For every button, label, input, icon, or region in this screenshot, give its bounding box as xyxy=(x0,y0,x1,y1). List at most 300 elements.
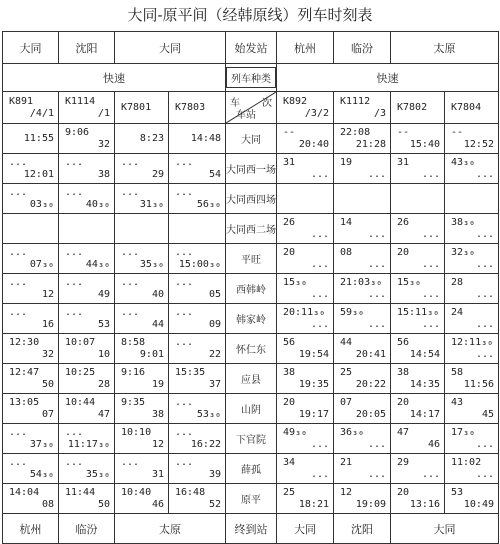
time-upper: 9:06 xyxy=(65,126,90,138)
time-lower: ... xyxy=(475,438,494,450)
time-lower: 22 xyxy=(208,348,221,360)
timetable xyxy=(2,31,499,544)
time-upper: 12:30 xyxy=(9,336,40,348)
time-lower: ... xyxy=(367,438,386,450)
time-lower: 07 xyxy=(41,408,54,420)
time-upper: ... xyxy=(175,426,194,438)
time-cell xyxy=(3,124,59,154)
type-label-text: 列车种类 xyxy=(226,67,276,88)
time-cell xyxy=(115,484,169,514)
time-upper: 20 xyxy=(283,396,296,408)
time-lower: 54₃₀ xyxy=(29,468,54,480)
time-upper: 38₃₀ xyxy=(451,216,476,228)
time-lower: 14:54 xyxy=(409,348,440,360)
origin-cell: 太原 xyxy=(391,32,499,64)
time-cell xyxy=(445,454,499,484)
time-cell xyxy=(169,364,226,394)
time-upper: ... xyxy=(175,186,194,198)
time-upper: 20:11₃₀ xyxy=(283,306,326,318)
time-cell xyxy=(334,274,391,304)
station-row xyxy=(3,334,499,364)
time-upper: 21:03₃₀ xyxy=(340,276,383,288)
time-upper: ... xyxy=(9,156,28,168)
time-upper: 12 xyxy=(340,486,353,498)
time-cell xyxy=(445,124,499,154)
time-upper: 49₃₀ xyxy=(283,426,308,438)
time-upper: ... xyxy=(121,246,140,258)
time-upper: 9:35 xyxy=(121,396,146,408)
time-lower: 07₃₀ xyxy=(29,258,54,270)
time-upper: 20 xyxy=(397,246,410,258)
time-cell xyxy=(334,484,391,514)
time-lower: 15:00₃₀ xyxy=(178,258,221,270)
time-cell xyxy=(334,454,391,484)
time-cell xyxy=(334,364,391,394)
time-cell xyxy=(169,484,226,514)
train-number-cell xyxy=(445,92,499,124)
time-cell xyxy=(277,274,334,304)
time-cell xyxy=(169,244,226,274)
time-cell xyxy=(277,214,334,244)
time-upper: ... xyxy=(121,156,140,168)
time-cell xyxy=(334,424,391,454)
train-number: K7802 xyxy=(397,101,428,113)
time-cell xyxy=(59,154,115,184)
time-cell xyxy=(445,214,499,244)
station-row xyxy=(3,244,499,274)
station-name: 韩家岭 xyxy=(226,304,277,334)
time-cell xyxy=(115,334,169,364)
time-lower: 05 xyxy=(208,288,221,300)
time-cell xyxy=(169,214,226,244)
time-lower: ... xyxy=(421,228,440,240)
time-lower: ... xyxy=(475,258,494,270)
time-lower: ... xyxy=(475,318,494,330)
time-cell xyxy=(59,214,115,244)
time-cell xyxy=(59,184,115,214)
time-lower: ... xyxy=(421,318,440,330)
time-cell xyxy=(334,394,391,424)
time-cell xyxy=(445,184,499,214)
time-cell xyxy=(115,454,169,484)
time-lower: 11:56 xyxy=(463,378,494,390)
train-number-cell xyxy=(169,92,226,124)
time-cell xyxy=(391,454,445,484)
time-upper: 31 xyxy=(397,156,410,168)
time-cell xyxy=(169,274,226,304)
time-cell xyxy=(3,154,59,184)
corner-header-cell xyxy=(226,92,277,124)
time-lower: 10:49 xyxy=(463,498,494,510)
station-name: 大同西一场 xyxy=(226,154,277,184)
destination-cell: 临汾 xyxy=(59,514,115,544)
time-lower: 46 xyxy=(427,438,440,450)
station-row xyxy=(3,304,499,334)
time-cell xyxy=(277,454,334,484)
time-cell xyxy=(3,214,59,244)
train-number-cell xyxy=(277,92,334,124)
time-cell xyxy=(277,394,334,424)
time-lower: ... xyxy=(367,318,386,330)
time-upper: 15:11₃₀ xyxy=(397,306,440,318)
station-name: 大同西四场 xyxy=(226,184,277,214)
time-upper: 14 xyxy=(340,216,353,228)
origin-cell: 大同 xyxy=(115,32,226,64)
time-lower: 49 xyxy=(97,288,110,300)
time-cell xyxy=(3,424,59,454)
station-name: 山阴 xyxy=(226,394,277,424)
time-cell xyxy=(59,334,115,364)
origin-label: 始发站 xyxy=(226,32,277,64)
type-row xyxy=(3,64,499,92)
time-upper: -- xyxy=(283,126,296,138)
time-lower: ... xyxy=(421,288,440,300)
destination-label: 终到站 xyxy=(226,514,277,544)
time-lower: 08 xyxy=(41,498,54,510)
train-number: K892 xyxy=(283,95,308,107)
time-upper: 43 xyxy=(451,396,464,408)
time-upper: ... xyxy=(175,246,194,258)
time-upper: 15:35 xyxy=(175,366,206,378)
station-name: 西韩岭 xyxy=(226,274,277,304)
train-number-suffix: /3/2 xyxy=(304,107,329,119)
time-upper: 36₃₀ xyxy=(340,426,365,438)
time-cell xyxy=(115,214,169,244)
time-upper: 20 xyxy=(397,396,410,408)
origin-cell: 沈阳 xyxy=(59,32,115,64)
time-upper: 15₃₀ xyxy=(283,276,308,288)
time-lower: 21:28 xyxy=(355,138,386,150)
time-cell xyxy=(391,184,445,214)
time-cell xyxy=(391,244,445,274)
time-cell xyxy=(115,364,169,394)
time-lower: 39 xyxy=(208,468,221,480)
time-cell xyxy=(3,274,59,304)
time-lower: 19:35 xyxy=(298,378,329,390)
time-cell xyxy=(391,124,445,154)
type-label xyxy=(226,64,277,92)
time-lower: 44₃₀ xyxy=(85,258,110,270)
time-lower: 8:23 xyxy=(139,132,164,144)
time-cell xyxy=(169,184,226,214)
train-number: K7804 xyxy=(451,101,482,113)
time-upper: 28 xyxy=(451,276,464,288)
time-cell xyxy=(277,364,334,394)
time-cell xyxy=(3,304,59,334)
time-upper: 19 xyxy=(340,156,353,168)
time-upper: 16:48 xyxy=(175,486,206,498)
time-cell xyxy=(277,304,334,334)
time-upper: ... xyxy=(121,276,140,288)
time-lower: 15:40 xyxy=(409,138,440,150)
time-lower: 18:21 xyxy=(298,498,329,510)
time-cell xyxy=(59,424,115,454)
time-lower: ... xyxy=(310,318,329,330)
time-cell xyxy=(334,184,391,214)
time-upper: 26 xyxy=(397,216,410,228)
time-upper: ... xyxy=(175,276,194,288)
time-upper: 13:05 xyxy=(9,396,40,408)
time-cell xyxy=(391,424,445,454)
time-lower: 45 xyxy=(481,408,494,420)
station-name: 原平 xyxy=(226,484,277,514)
time-lower: 10 xyxy=(97,348,110,360)
time-lower: 19:17 xyxy=(298,408,329,420)
time-upper: 17₃₀ xyxy=(451,426,476,438)
station-name: 薛孤 xyxy=(226,454,277,484)
time-cell xyxy=(445,394,499,424)
time-upper: 29 xyxy=(397,456,410,468)
time-cell xyxy=(445,274,499,304)
time-cell xyxy=(59,304,115,334)
train-number-suffix: /4/1 xyxy=(29,107,54,119)
time-upper: ... xyxy=(175,396,194,408)
time-cell xyxy=(445,304,499,334)
time-upper: ... xyxy=(65,426,84,438)
time-lower: 19 xyxy=(151,378,164,390)
station-row xyxy=(3,454,499,484)
time-cell xyxy=(3,184,59,214)
time-lower: 13:16 xyxy=(409,498,440,510)
time-cell xyxy=(391,274,445,304)
time-upper: 11:02 xyxy=(451,456,482,468)
time-upper: 47 xyxy=(397,426,410,438)
time-lower: 11:55 xyxy=(23,132,54,144)
station-name: 大同 xyxy=(226,124,277,154)
origin-row xyxy=(3,32,499,64)
time-upper: -- xyxy=(397,126,410,138)
time-lower: ... xyxy=(310,258,329,270)
time-cell xyxy=(277,484,334,514)
time-cell xyxy=(115,244,169,274)
station-name: 下官院 xyxy=(226,424,277,454)
station-row xyxy=(3,394,499,424)
time-lower: ... xyxy=(367,468,386,480)
time-lower: 53₃₀ xyxy=(196,408,221,420)
time-cell xyxy=(445,364,499,394)
time-cell xyxy=(3,454,59,484)
time-upper: 26 xyxy=(283,216,296,228)
time-cell xyxy=(334,304,391,334)
time-lower: 14:35 xyxy=(409,378,440,390)
time-cell xyxy=(115,154,169,184)
time-lower: ... xyxy=(367,168,386,180)
time-lower: ... xyxy=(310,438,329,450)
time-cell xyxy=(115,184,169,214)
train-number: K1114 xyxy=(65,95,96,107)
time-lower: 12:01 xyxy=(23,168,54,180)
time-lower: 14:17 xyxy=(409,408,440,420)
time-cell xyxy=(277,334,334,364)
time-upper: 8:58 xyxy=(121,336,146,348)
train-number-cell xyxy=(334,92,391,124)
time-cell xyxy=(391,484,445,514)
origin-cell: 临汾 xyxy=(334,32,391,64)
time-cell xyxy=(169,124,226,154)
time-lower: 28 xyxy=(97,378,110,390)
time-upper: 20 xyxy=(283,246,296,258)
time-cell xyxy=(169,304,226,334)
train-number: K1112 xyxy=(340,95,371,107)
time-lower: ... xyxy=(367,228,386,240)
time-lower: 9:01 xyxy=(139,348,164,360)
time-upper: ... xyxy=(121,306,140,318)
time-lower: 32 xyxy=(41,348,54,360)
train-number: K7801 xyxy=(121,101,152,113)
time-cell xyxy=(334,154,391,184)
time-upper: ... xyxy=(65,306,84,318)
time-lower: 50 xyxy=(97,498,110,510)
time-cell xyxy=(3,334,59,364)
time-upper: ... xyxy=(65,276,84,288)
time-upper: 43₃₀ xyxy=(451,156,476,168)
time-cell xyxy=(391,394,445,424)
time-lower: 31₃₀ xyxy=(139,198,164,210)
station-name: 平旺 xyxy=(226,244,277,274)
time-lower: ... xyxy=(421,468,440,480)
time-lower: 35₃₀ xyxy=(85,468,110,480)
time-lower: 38 xyxy=(151,408,164,420)
time-upper: 21 xyxy=(340,456,353,468)
time-cell xyxy=(169,154,226,184)
left-train-type: 快速 xyxy=(3,64,226,92)
time-cell xyxy=(445,484,499,514)
time-cell xyxy=(391,304,445,334)
time-upper: ... xyxy=(9,456,28,468)
origin-cell: 大同 xyxy=(3,32,59,64)
time-lower: 12 xyxy=(151,438,164,450)
time-cell xyxy=(334,214,391,244)
time-cell xyxy=(445,424,499,454)
station-row xyxy=(3,484,499,514)
time-upper: 38 xyxy=(283,366,296,378)
corner-label-train: 车 xyxy=(230,98,240,109)
train-number-suffix: /3 xyxy=(373,107,386,119)
destination-cell: 大同 xyxy=(277,514,334,544)
time-upper: 58 xyxy=(451,366,464,378)
time-cell xyxy=(115,424,169,454)
time-lower: 11:17₃₀ xyxy=(67,438,110,450)
time-cell xyxy=(334,124,391,154)
time-upper: ... xyxy=(175,456,194,468)
time-upper: 25 xyxy=(340,366,353,378)
time-cell xyxy=(59,124,115,154)
time-lower: 38 xyxy=(97,168,110,180)
time-lower: 35₃₀ xyxy=(139,258,164,270)
time-upper: 10:25 xyxy=(65,366,96,378)
station-rows xyxy=(3,124,499,514)
time-lower: ... xyxy=(475,288,494,300)
station-row xyxy=(3,184,499,214)
corner-label-station: 车站 xyxy=(236,110,256,121)
time-lower: ... xyxy=(475,168,494,180)
time-lower: ... xyxy=(310,468,329,480)
time-upper: 34 xyxy=(283,456,296,468)
time-cell xyxy=(3,244,59,274)
time-lower: 20:41 xyxy=(355,348,386,360)
time-cell xyxy=(445,154,499,184)
time-lower: 14:48 xyxy=(190,132,221,144)
time-upper: 25 xyxy=(283,486,296,498)
time-lower: ... xyxy=(310,288,329,300)
time-lower: 20:22 xyxy=(355,378,386,390)
time-lower: 52 xyxy=(208,498,221,510)
time-cell xyxy=(334,244,391,274)
destination-cell: 太原 xyxy=(115,514,226,544)
time-lower: 29 xyxy=(151,168,164,180)
time-cell xyxy=(277,154,334,184)
time-lower: ... xyxy=(475,228,494,240)
time-cell xyxy=(59,454,115,484)
station-row xyxy=(3,364,499,394)
time-lower: 40₃₀ xyxy=(85,198,110,210)
time-upper: 24 xyxy=(451,306,464,318)
time-lower: ... xyxy=(475,348,494,360)
time-upper: 14:04 xyxy=(9,486,40,498)
time-upper: ... xyxy=(175,306,194,318)
time-lower: ... xyxy=(367,288,386,300)
time-lower: ... xyxy=(475,468,494,480)
time-lower: ... xyxy=(421,168,440,180)
time-upper: 32₃₀ xyxy=(451,246,476,258)
station-row xyxy=(3,214,499,244)
time-cell xyxy=(169,454,226,484)
station-row xyxy=(3,424,499,454)
time-upper: 22:08 xyxy=(340,126,371,138)
train-number: K7803 xyxy=(175,101,206,113)
time-upper: ... xyxy=(9,306,28,318)
time-lower: 37 xyxy=(208,378,221,390)
time-cell xyxy=(277,124,334,154)
time-cell xyxy=(59,244,115,274)
station-row xyxy=(3,154,499,184)
station-name: 大同西二场 xyxy=(226,214,277,244)
time-lower: 44 xyxy=(151,318,164,330)
time-lower: 46 xyxy=(151,498,164,510)
time-cell xyxy=(391,214,445,244)
time-cell xyxy=(277,184,334,214)
time-upper: 9:16 xyxy=(121,366,146,378)
time-cell xyxy=(59,484,115,514)
time-lower: ... xyxy=(310,168,329,180)
time-lower: 37₃₀ xyxy=(29,438,54,450)
time-upper: 11:44 xyxy=(65,486,96,498)
time-upper: 56 xyxy=(397,336,410,348)
time-cell xyxy=(334,334,391,364)
origin-cell: 杭州 xyxy=(277,32,334,64)
time-cell xyxy=(59,364,115,394)
time-cell xyxy=(169,394,226,424)
time-upper: 10:10 xyxy=(121,426,152,438)
station-name: 怀仁东 xyxy=(226,334,277,364)
time-lower: 20:05 xyxy=(355,408,386,420)
time-upper: 38 xyxy=(397,366,410,378)
time-upper: ... xyxy=(9,246,28,258)
train-number-cell xyxy=(115,92,169,124)
time-cell xyxy=(277,244,334,274)
station-name: 应县 xyxy=(226,364,277,394)
time-lower: 47 xyxy=(97,408,110,420)
time-lower: 40 xyxy=(151,288,164,300)
time-upper: ... xyxy=(9,186,28,198)
time-cell xyxy=(391,154,445,184)
time-upper: -- xyxy=(451,126,464,138)
time-upper: 12:47 xyxy=(9,366,40,378)
time-upper: ... xyxy=(65,246,84,258)
time-cell xyxy=(59,274,115,304)
destination-cell: 大同 xyxy=(391,514,499,544)
time-upper: ... xyxy=(65,156,84,168)
